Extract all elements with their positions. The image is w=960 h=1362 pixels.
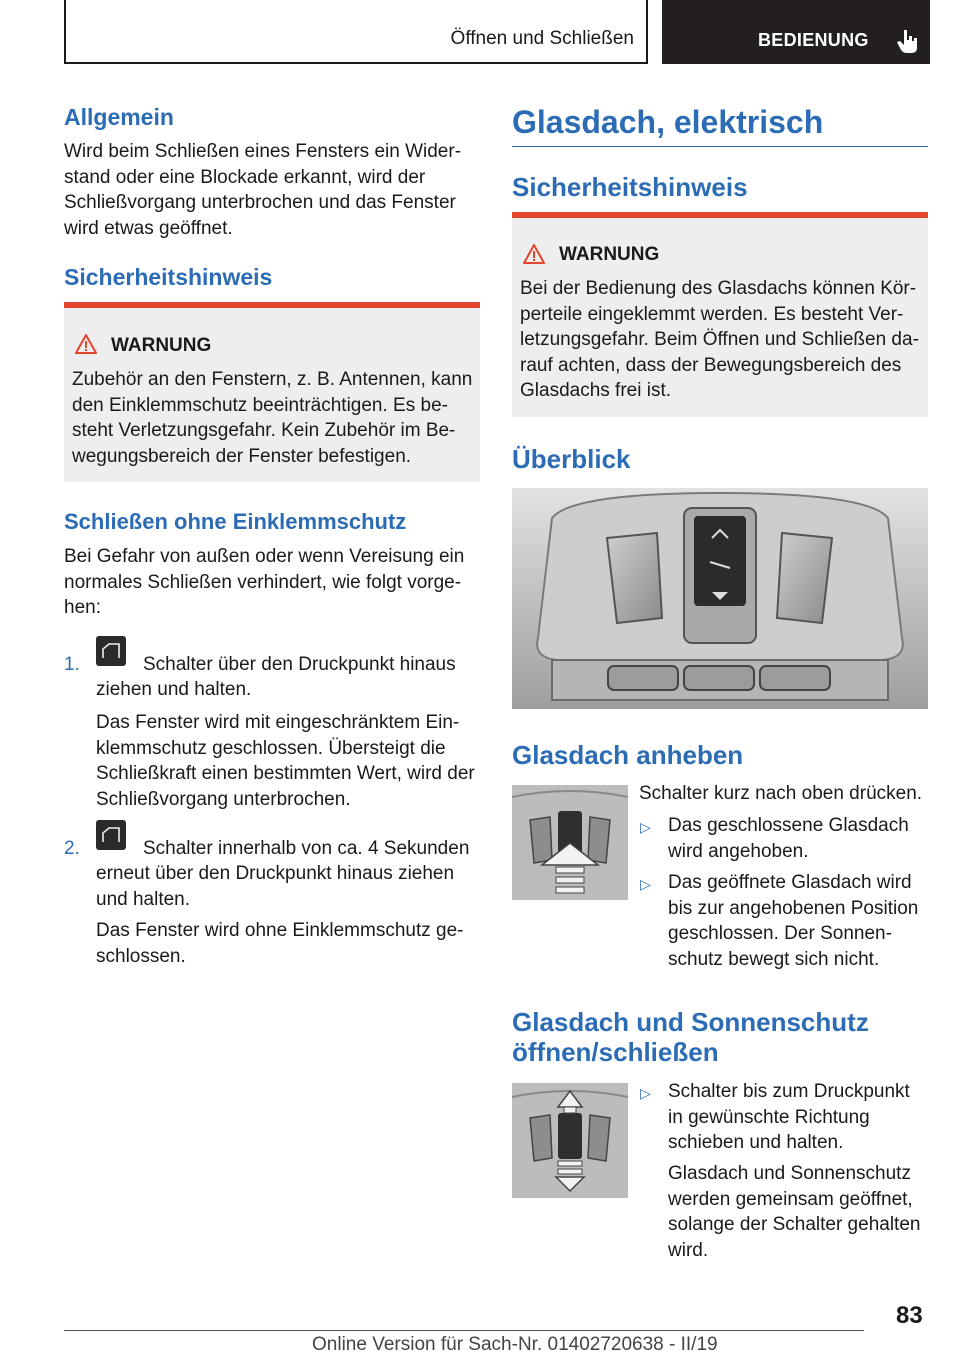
- step-line: ziehen und halten.: [96, 679, 252, 700]
- warning-triangle-icon: [522, 243, 546, 265]
- window-switch-icon: [96, 636, 126, 666]
- right-warning-text: Bei der Bedienung des Glasdachs können Kör- perteile eingeklemmt werden. Es besteht Ver- letzungsgefahr. Beim Öffnen und Schließen da- rauf achten, dass der Bewegungsbereich des Glasdachs frei ist.: [520, 278, 919, 401]
- allgemein-text: Wird beim Schließen eines Fensters ein Wider- stand oder eine Blockade erkannt, wird der Schließvorgang unterbrochen und das Fenster wird etwas geöffnet.: [64, 141, 462, 239]
- header-chapter-title: BEDIENUNG: [758, 30, 869, 50]
- closing-heading: Schließen ohne Einklemmschutz: [64, 509, 407, 534]
- bullet-triangle-icon: ▷: [640, 1085, 651, 1101]
- overview-heading: Überblick: [512, 444, 631, 474]
- hand-pointer-icon: [896, 28, 920, 54]
- step-number: 1.: [64, 654, 80, 675]
- right-warning-label: WARNUNG: [559, 244, 660, 265]
- bullet-triangle-icon: ▷: [640, 876, 651, 892]
- bullet-triangle-icon: ▷: [640, 819, 651, 835]
- raise-text: Schalter kurz nach oben drücken.: [639, 783, 923, 804]
- footer-version-text: Online Version für Sach-Nr. 01402720638 - II/19: [312, 1334, 718, 1355]
- step-detail: Das Fenster wird mit eingeschränktem Ein- klemmschutz geschlossen. Übersteigt die Schließkraft einen bestimmten Wert, wird der Schließvorgang unterbrochen.: [96, 712, 475, 810]
- header-section-title: Öffnen und Schließen: [450, 28, 634, 49]
- left-warning-box: [64, 302, 480, 482]
- roof-console-photo: [512, 488, 928, 709]
- open-close-bullet: Schalter bis zum Druckpunkt in gewünschte Richtung schieben und halten.: [668, 1081, 910, 1153]
- closing-intro: Bei Gefahr von außen oder wenn Vereisung ein normales Schließen verhindert, wie folgt vorge- hen:: [64, 546, 465, 618]
- header-section-box: [64, 0, 648, 64]
- open-close-switch-photo: [512, 1083, 628, 1198]
- raise-heading: Glasdach anheben: [512, 740, 744, 770]
- allgemein-heading: Allgemein: [64, 104, 174, 130]
- step-number: 2.: [64, 838, 80, 859]
- left-warning-text: Zubehör an den Fenstern, z. B. Antennen, kann den Einklemmschutz beeinträchtigen. Es be- steht Verletzungsgefahr. Kein Zubehör im Be- wegungsbereich der Fenster befestigen.: [72, 369, 473, 467]
- heading-rule: [512, 146, 928, 147]
- step-line: erneut über den Druckpunkt hinaus ziehen und halten.: [96, 863, 455, 910]
- step-detail: Das Fenster wird ohne Einklemmschutz ge- schlossen.: [96, 920, 464, 967]
- left-warning-label: WARNUNG: [111, 335, 212, 356]
- open-close-heading: Glasdach und Sonnenschutz öffnen/schließen: [512, 1007, 869, 1067]
- page-number: 83: [896, 1302, 923, 1329]
- raise-bullet: Das geschlossene Glasdach wird angehoben.: [668, 815, 909, 862]
- raise-switch-photo: [512, 785, 628, 900]
- glasdach-main-heading: Glasdach, elektrisch: [512, 104, 824, 140]
- left-safety-heading: Sicherheitshinweis: [64, 264, 273, 290]
- raise-bullet: Das geöffnete Glasdach wird bis zur angehobenen Position geschlossen. Der Sonnen- schutz bewegt sich nicht.: [668, 872, 919, 970]
- right-safety-heading: Sicherheitshinweis: [512, 172, 748, 202]
- footer-divider: [64, 1330, 864, 1331]
- right-warning-box: [512, 212, 928, 417]
- header-chapter-box: [662, 0, 930, 64]
- step-line: Schalter innerhalb von ca. 4 Sekunden: [143, 838, 470, 859]
- open-close-text: Glasdach und Sonnenschutz werden gemeinsam geöffnet, solange der Schalter gehalten wird.: [668, 1163, 921, 1261]
- warning-triangle-icon: [74, 333, 98, 355]
- window-switch-icon: [96, 820, 126, 850]
- step-line: Schalter über den Druckpunkt hinaus: [143, 654, 456, 675]
